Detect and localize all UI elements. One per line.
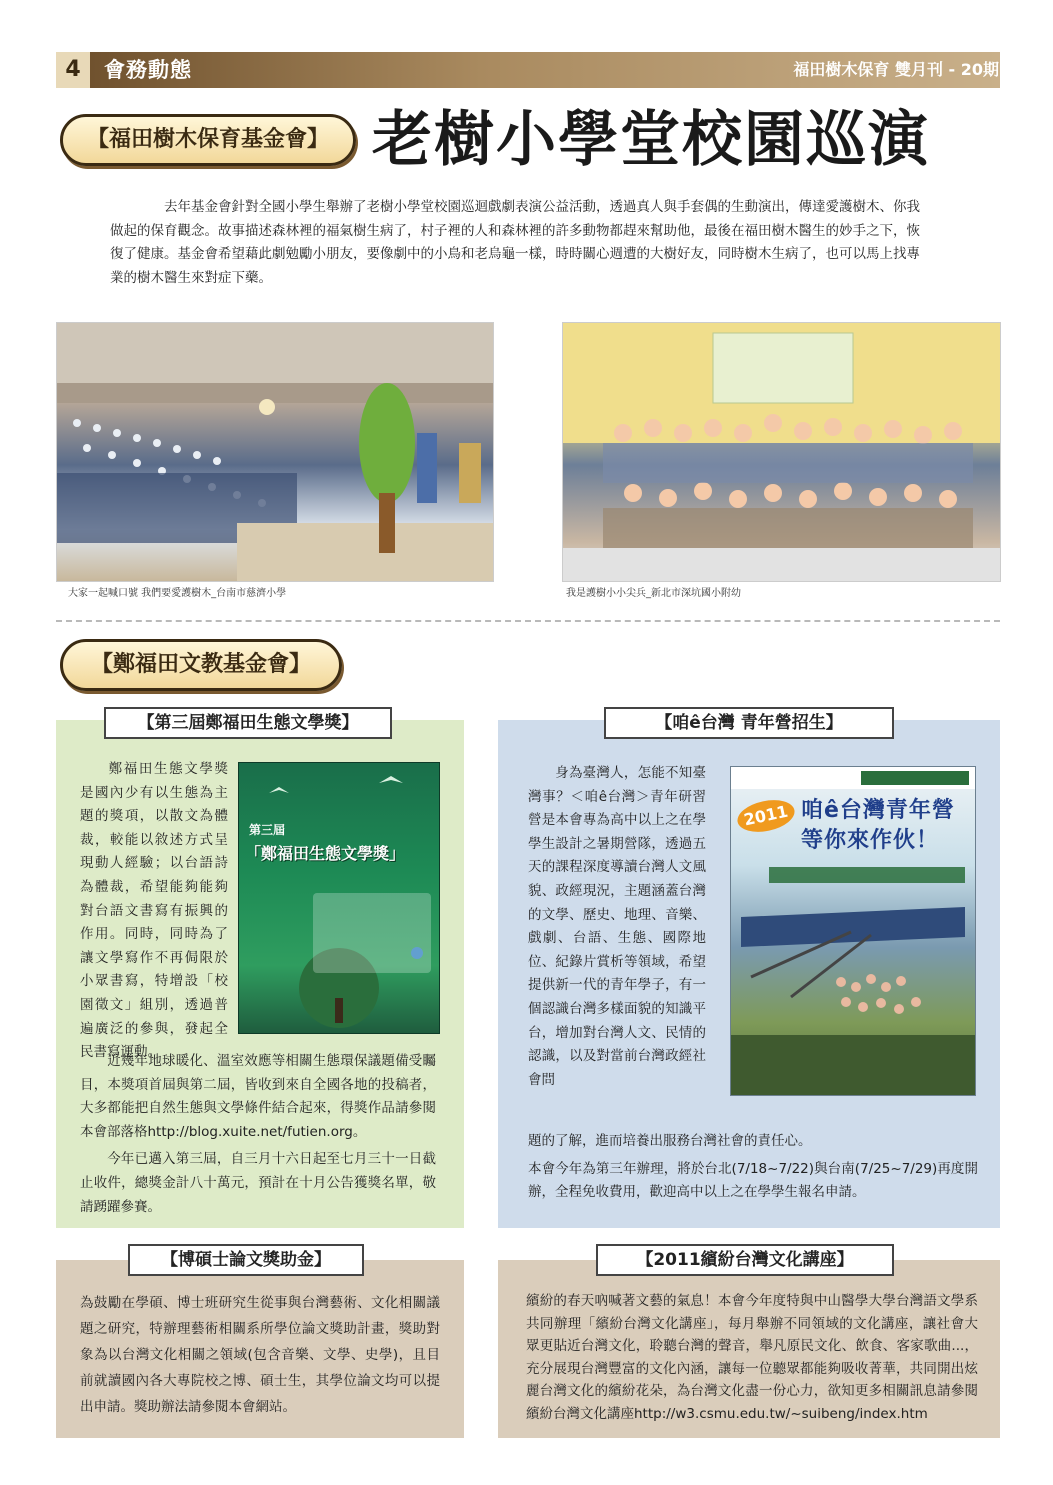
foundation-label-2: 【鄭福田文教基金會】 [60,639,342,691]
thesis-grant-title: 【博碩士論文獎助金】 [128,1244,364,1276]
poster1-title: 「鄭福田生態文學獎」 [245,844,406,863]
eco-award-text-2: 近幾年地球暖化、溫室效應等相關生態環保議題備受矚目，本獎項首屆與第二屆，皆收到來自全國各地的投稿者，大多都能把自然生態與文學條件結合起來，得獎作品請參閱本會部落格http://blog.xuite.net/futien.org。 今年已邁入第三屆，自三月十六日起至七月三十一日截止收件，總獎金計八十萬元，預計在十月公告獲獎名單，敬請踴躍參賽。 [80,1053,436,1215]
photo-group [562,322,1001,582]
photo-auditorium [56,322,494,582]
youth-camp-text-1: 身為臺灣人，怎能不知臺灣事？＜咱ê台灣＞青年研習營是本會專為高中以上之在學學生設計之暑期營隊，透過五天的課程深度導讀台灣人文風貌、政經現況，主題涵蓋台灣的文學、歷史、地理、音樂、戲劇、台語、生態、國際地位、紀錄片賞析等領域，希望提供新一代的青年學子，有一個認識台灣多樣面貌的知識平台，增加對台灣人文、民情的認識，以及對當前台灣政經社會問 [528,765,706,1088]
lecture-title: 【2011繽紛台灣文化講座】 [596,1244,894,1276]
poster2-year-badge: 2011 [735,795,798,836]
eco-award-text-1: 鄭福田生態文學獎是國內少有以生態為主題的獎項，以散文為體裁，較能以敘述方式呈現動人經驗；以台語詩為體裁，希望能夠能夠對台語文書寫有振興的作用。同時，同時為了讓文學寫作不再侷限於小眾書寫，特增設「校園徵文」組別，透過普遍廣泛的參與，發起全民書寫運動。 [80,761,228,1061]
poster1-subtitle: 第三屆 [249,823,286,837]
section-title: 會務動態 [104,58,192,82]
youth-camp-text-2: 題的了解，進而培養出服務台灣社會的責任心。 本會今年為第三年辦理，將於台北(7/18~7/22)與台南(7/25~7/29)再度開辦，全程免收費用，歡迎高中以上之在學學生報名申請。 [528,1133,978,1201]
youth-camp-title: 【咱ê台灣 青年營招生】 [604,707,894,739]
headline: 老樹小學堂校園巡演 [372,105,930,175]
eco-award-poster [238,762,440,1034]
poster2-line1: 咱ê台灣青年營 [801,798,955,823]
photo-group-art [563,323,1000,581]
poster1-info-box [313,893,431,973]
section-divider [56,620,1000,622]
thesis-grant-text: 為鼓勵在學碩、博士班研究生從事與台灣藝術、文化相關議題之研究，特辦理藝術相關系所學位論文獎助計畫，獎助對象為以台灣文化相關之領域(包含音樂、文學、史學)，且目前就讀國內各大專院校之博、碩士生，其學位論文均可以提出申請。獎助辦法請參閱本會網站。 [80,1295,440,1415]
photo-auditorium-art [57,323,493,581]
youth-camp-poster [730,766,976,1096]
page-number: 4 [56,52,90,88]
poster2-subtitle-bar [769,867,965,883]
intro-paragraph: 去年基金會針對全國小學生舉辦了老樹小學堂校園巡迴戲劇表演公益活動，透過真人與手套偶的生動演出，傳達愛護樹木、你我做起的保育觀念。故事描述森林裡的福氣樹生病了，村子裡的人和森林裡的許多動物都趕來幫助他，最後在福田樹木醫生的妙手之下，恢復了健康。基金會希望藉此劇勉勵小朋友，要像劇中的小鳥和老烏龜一樣，時時關心週遭的大樹好友，同時樹木生病了，也可以馬上找專業的樹木醫生來對症下藥。 [110,199,920,286]
photo-caption-1: 大家一起喊口號 我們要愛護樹木_台南市慈濟小學 [68,588,287,599]
issue-label: 福田樹木保育 雙月刊 - 20期 [793,60,999,79]
photo-caption-2: 我是護樹小小尖兵_新北市深坑國小附幼 [566,588,741,599]
eco-award-title: 【第三屆鄭福田生態文學獎】 [104,707,392,739]
foundation-label-1: 【福田樹木保育基金會】 [60,114,356,166]
lecture-text: 繽紛的春天吶喊著文藝的氣息！本會今年度特與中山醫學大學台灣語文學系共同辦理「繽紛台灣文化講座」，每月舉辦不同領域的文化講座，讓社會大眾更貼近台灣文化，聆聽台灣的聲音，舉凡原民文化、飲食、客家歌曲...，充分展現台灣豐富的文化內涵，讓每一位聽眾都能夠吸收菁華，共同開出炫麗台灣文化的繽紛花朵，為台灣文化盡一份心力，欲知更多相關訊息請參閱繽紛台灣文化講座http://w3.csmu.edu.tw/~suibeng/index.htm [526,1293,978,1422]
poster2-line2: 等你來作伙！ [801,828,940,853]
